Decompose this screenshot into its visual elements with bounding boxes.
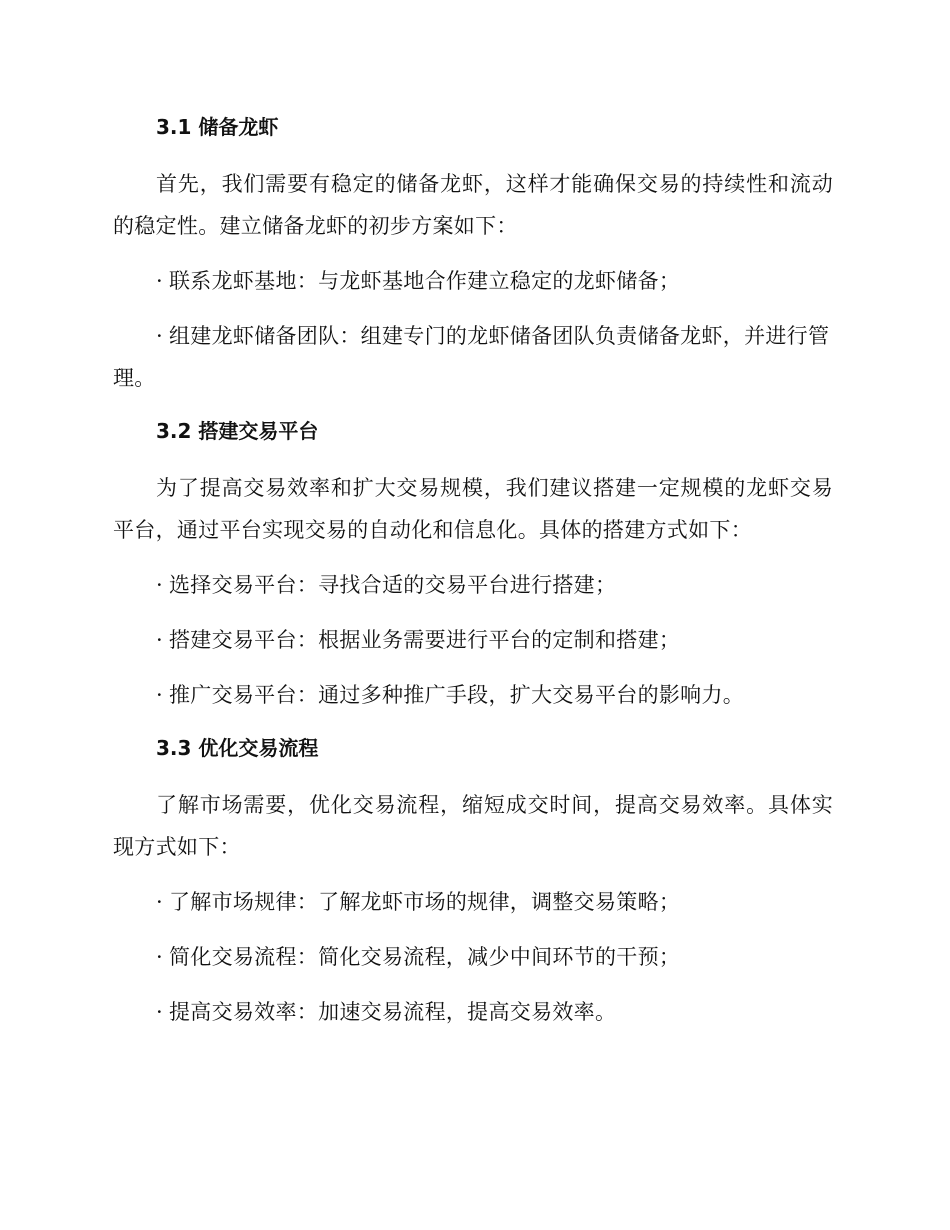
bullet-item bbox=[113, 936, 833, 978]
section-3-2 bbox=[113, 412, 833, 716]
bullet-text: 联系龙虾基地：与龙虾基地合作建立稳定的龙虾储备； bbox=[168, 269, 681, 293]
document-page bbox=[113, 108, 833, 1046]
bullet-dot: · bbox=[156, 890, 163, 914]
bullet-dot: · bbox=[156, 1000, 163, 1024]
bullet-item bbox=[113, 260, 833, 302]
section-intro: 首先，我们需要有稳定的储备龙虾，这样才能确保交易的持续性和流动的稳定性。建立储备龙虾的初步方案如下： bbox=[113, 172, 833, 238]
bullet-text: 简化交易流程：简化交易流程，减少中间环节的干预； bbox=[168, 945, 681, 969]
bullet-text: 推广交易平台：通过多种推广手段，扩大交易平台的影响力。 bbox=[168, 683, 745, 707]
section-3-3 bbox=[113, 729, 833, 1033]
bullet-item bbox=[113, 674, 833, 716]
bullet-item bbox=[113, 315, 833, 399]
bullet-text: 了解市场规律：了解龙虾市场的规律，调整交易策略； bbox=[168, 890, 681, 914]
bullet-text: 组建龙虾储备团队：组建专门的龙虾储备团队负责储备龙虾，并进行管理。 bbox=[113, 324, 830, 390]
bullet-dot: · bbox=[156, 324, 163, 348]
section-heading: 3.3 优化交易流程 bbox=[156, 736, 319, 760]
bullet-dot: · bbox=[156, 945, 163, 969]
bullet-dot: · bbox=[156, 269, 163, 293]
bullet-dot: · bbox=[156, 628, 163, 652]
bullet-dot: · bbox=[156, 573, 163, 597]
section-intro: 了解市场需要，优化交易流程，缩短成交时间，提高交易效率。具体实现方式如下： bbox=[113, 793, 833, 859]
bullet-text: 选择交易平台：寻找合适的交易平台进行搭建； bbox=[168, 573, 617, 597]
bullet-item bbox=[113, 619, 833, 661]
section-intro: 为了提高交易效率和扩大交易规模，我们建议搭建一定规模的龙虾交易平台，通过平台实现交易的自动化和信息化。具体的搭建方式如下： bbox=[113, 476, 833, 542]
bullet-text: 提高交易效率：加速交易流程，提高交易效率。 bbox=[168, 1000, 617, 1024]
bullet-item bbox=[113, 991, 833, 1033]
section-heading: 3.1 储备龙虾 bbox=[156, 115, 279, 139]
bullet-text: 搭建交易平台：根据业务需要进行平台的定制和搭建； bbox=[168, 628, 681, 652]
section-heading: 3.2 搭建交易平台 bbox=[156, 419, 319, 443]
bullet-item bbox=[113, 564, 833, 606]
bullet-item bbox=[113, 881, 833, 923]
bullet-dot: · bbox=[156, 683, 163, 707]
section-3-1 bbox=[113, 108, 833, 399]
